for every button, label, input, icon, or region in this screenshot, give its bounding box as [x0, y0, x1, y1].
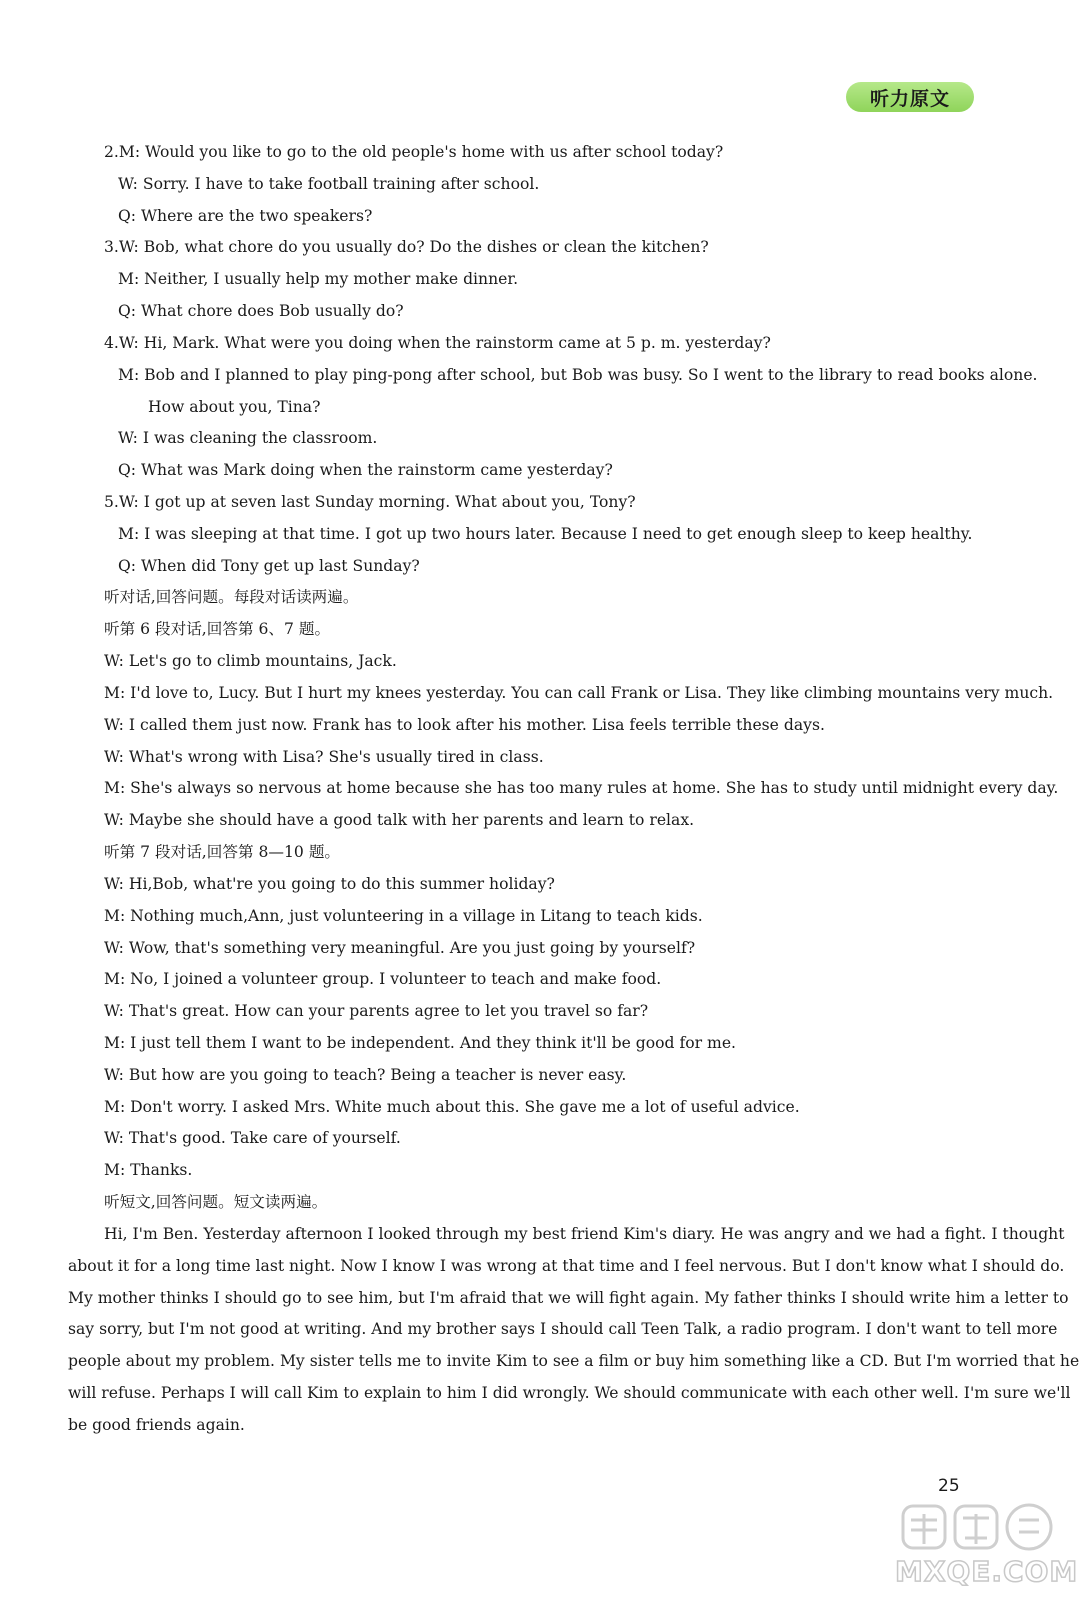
- transcript-line: Q: What was Mark doing when the rainstorm came yesterday?: [118, 461, 613, 480]
- transcript-line: W: I called them just now. Frank has to look after his mother. Lisa feels terrible these days.: [104, 715, 825, 734]
- page-number: 25: [938, 1476, 960, 1496]
- transcript-line: M: Neither, I usually help my mother make dinner.: [118, 270, 519, 289]
- transcript-line: 3.W: Bob, what chore do you usually do? Do the dishes or clean the kitchen?: [104, 238, 709, 257]
- transcript-line: W: Hi,Bob, what're you going to do this summer holiday?: [104, 874, 555, 893]
- transcript-line: W: That's good. Take care of yourself.: [104, 1129, 401, 1148]
- transcript-line: W: Wow, that's something very meaningful. Are you just going by yourself?: [104, 938, 696, 957]
- transcript-line: M: She's always so nervous at home because she has too many rules at home. She has to study until midnight every day.: [104, 779, 1059, 798]
- transcript-line: M: I just tell them I want to be independent. And they think it'll be good for me.: [104, 1033, 737, 1052]
- transcript-line: M: I'd love to, Lucy. But I hurt my knees yesterday. You can call Frank or Lisa. They like climbing mountains very much.: [104, 683, 1054, 702]
- transcript-line: 5.W: I got up at seven last Sunday morning. What about you, Tony?: [104, 493, 636, 512]
- transcript-line: Q: What chore does Bob usually do?: [118, 302, 404, 321]
- transcript-line: 听第 7 段对话,回答第 8—10 题。: [104, 843, 341, 862]
- transcript-line: W: Maybe she should have a good talk with her parents and learn to relax.: [104, 811, 695, 830]
- passage-line: will refuse. Perhaps I will call Kim to explain to him I did wrongly. We should communicate with each other well. I'm sure we'll: [68, 1383, 1071, 1402]
- transcript-line: M: Nothing much,Ann, just volunteering in a village in Litang to teach kids.: [104, 906, 703, 925]
- transcript-line: W: I was cleaning the classroom.: [118, 429, 378, 448]
- transcript-line: W: But how are you going to teach? Being a teacher is never easy.: [104, 1065, 627, 1084]
- watermark-text: MXQE.COM: [895, 1555, 1079, 1588]
- passage-line: My mother thinks I should go to see him, but I'm afraid that we will fight again. My father thinks I should write him a letter to: [68, 1288, 1069, 1307]
- transcript-line: 听第 6 段对话,回答第 6、7 题。: [104, 620, 331, 639]
- transcript-line: M: Bob and I planned to play ping-pong after school, but Bob was busy. So I went to the library to read books alone.: [118, 365, 1038, 384]
- transcript-line: Q: When did Tony get up last Sunday?: [118, 556, 420, 575]
- transcript-line: How about you, Tina?: [148, 397, 321, 416]
- transcript-line: 4.W: Hi, Mark. What were you doing when the rainstorm came at 5 p. m. yesterday?: [104, 333, 771, 352]
- transcript-line: W: Let's go to climb mountains, Jack.: [104, 652, 397, 671]
- passage-line: Hi, I'm Ben. Yesterday afternoon I looked through my best friend Kim's diary. He was angry and we had a fight. I thought: [104, 1224, 1065, 1243]
- transcript-line: W: What's wrong with Lisa? She's usually tired in class.: [104, 747, 544, 766]
- passage-line: be good friends again.: [68, 1415, 245, 1434]
- transcript-line: 2.M: Would you like to go to the old people's home with us after school today?: [104, 143, 724, 161]
- transcript-line: Q: Where are the two speakers?: [118, 206, 373, 225]
- section-tab: 听力原文: [846, 82, 974, 112]
- transcript-line: 听短文,回答问题。短文读两遍。: [104, 1193, 328, 1212]
- transcript-line: M: I was sleeping at that time. I got up two hours later. Because I need to get enough sleep to keep healthy.: [118, 524, 973, 543]
- transcript-line: M: Thanks.: [104, 1161, 193, 1180]
- passage-line: say sorry, but I'm not good at writing. And my brother says I should call Teen Talk, a radio program. I don't want to tell more: [68, 1320, 1058, 1339]
- transcript-line: W: Sorry. I have to take football training after school.: [118, 174, 540, 193]
- passage-line: about it for a long time last night. Now I know I was wrong at that time and I feel nervous. But I don't know what I should do.: [68, 1256, 1065, 1275]
- transcript-line: M: No, I joined a volunteer group. I volunteer to teach and make food.: [104, 970, 662, 989]
- transcript-line: W: That's great. How can your parents agree to let you travel so far?: [104, 1002, 649, 1021]
- transcript-line: 听对话,回答问题。每段对话读两遍。: [104, 588, 359, 607]
- transcript-line: M: Don't worry. I asked Mrs. White much about this. She gave me a lot of useful advice.: [104, 1097, 800, 1116]
- passage-line: people about my problem. My sister tells me to invite Kim to see a film or buy him something like a CD. But I'm worried that he: [68, 1352, 1080, 1371]
